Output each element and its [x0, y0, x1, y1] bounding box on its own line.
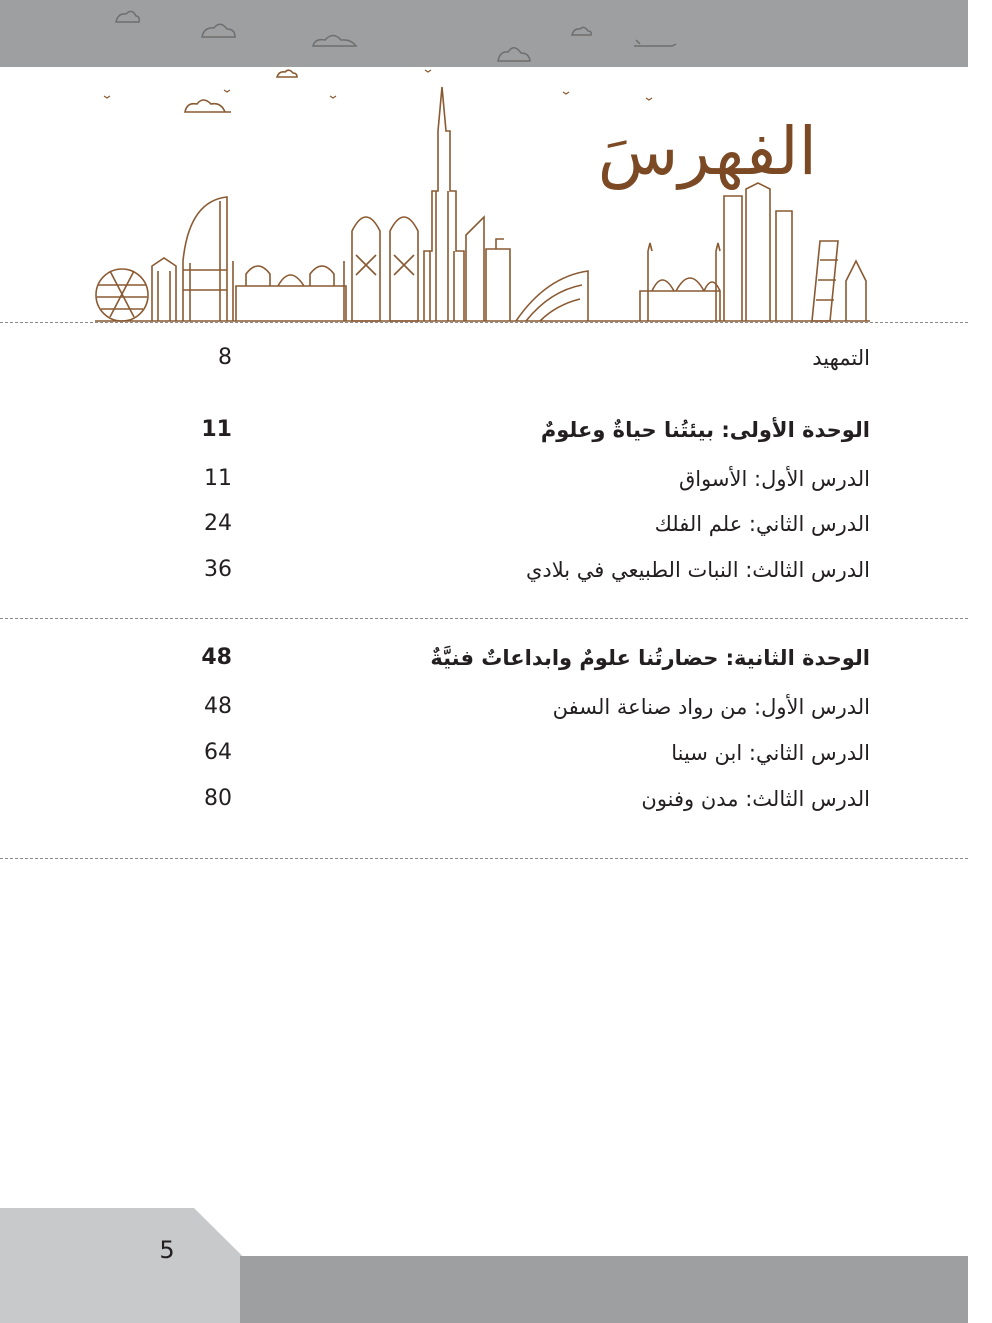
toc-lesson[interactable]: [190, 735, 870, 771]
toc-lesson[interactable]: [190, 461, 870, 497]
toc-entry-label: التمهيد: [812, 346, 870, 370]
toc-page-number: 64: [204, 740, 232, 765]
toc-page-number: 24: [204, 511, 232, 536]
toc-lesson-label: الدرس الثالث: النبات الطبيعي في بلادي: [525, 558, 870, 582]
toc-page-number: 80: [204, 786, 232, 811]
footer-gray-bar: [240, 1256, 968, 1323]
toc-lesson-label: الدرس الثاني: علم الفلك: [654, 512, 870, 536]
toc-page-number: 11: [201, 417, 232, 442]
toc-lesson-label: الدرس الثالث: مدن وفنون: [641, 787, 870, 811]
toc-page-number: 48: [201, 645, 232, 670]
toc-unit-title: الوحدة الثانية: حضارتُنا علومٌ وابداعاتٌ فنيَّةٌ: [430, 646, 870, 670]
page-number: 5: [159, 1236, 175, 1264]
dashed-divider: [0, 858, 968, 859]
toc-page-number: 48: [204, 694, 232, 719]
toc-lesson[interactable]: [190, 781, 870, 817]
right-margin-strip: [968, 0, 992, 1323]
toc-lesson[interactable]: [190, 552, 870, 588]
city-skyline-illustration: [0, 0, 992, 330]
toc-lesson-label: الدرس الأول: من رواد صناعة السفن: [552, 695, 870, 719]
toc-entry-intro[interactable]: [190, 340, 870, 376]
toc-page-number: 36: [204, 557, 232, 582]
toc-unit-1[interactable]: [190, 412, 870, 448]
toc-lesson[interactable]: [190, 506, 870, 542]
toc-page-number: 11: [204, 466, 232, 491]
toc-unit-title: الوحدة الأولى: بيئتُنا حياةٌ وعلومٌ: [540, 418, 870, 442]
toc-lesson-label: الدرس الثاني: ابن سينا: [671, 741, 870, 765]
dashed-divider: [0, 618, 968, 619]
toc-unit-2[interactable]: [190, 640, 870, 676]
dashed-divider: [0, 322, 968, 323]
toc-lesson[interactable]: [190, 689, 870, 725]
toc-page-number: 8: [218, 345, 232, 370]
cloud-icon: [116, 11, 676, 61]
toc-lesson-label: الدرس الأول: الأسواق: [678, 467, 870, 491]
page-title: الفهرسَ: [597, 113, 817, 190]
